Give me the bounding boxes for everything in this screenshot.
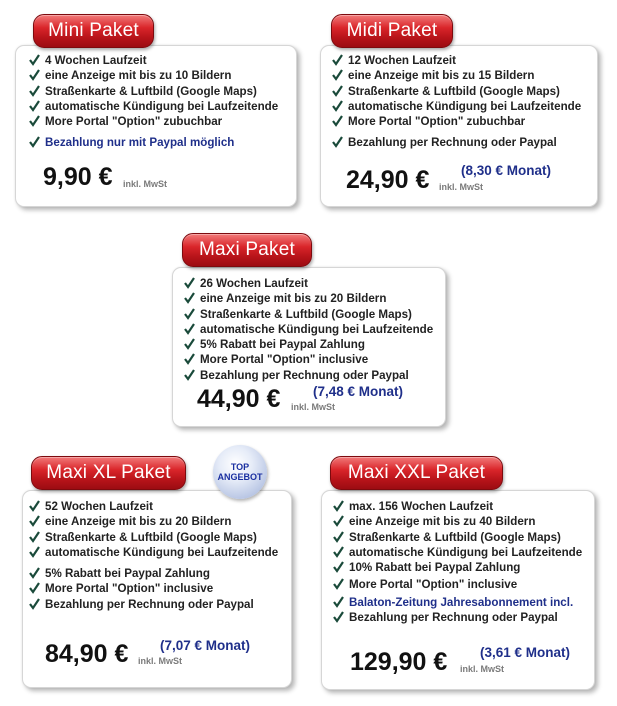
check-icon	[29, 598, 40, 610]
tax-note-mini: inkl. MwSt	[123, 179, 168, 189]
feature-item: Balaton-Zeitung Jahresabonnement incl.	[333, 595, 582, 610]
check-icon	[333, 531, 344, 543]
package-title-midi[interactable]: Midi Paket	[331, 14, 453, 48]
price-mini: 9,90 €	[43, 163, 113, 191]
feature-item: automatische Kündigung bei Laufzeitende	[332, 99, 581, 114]
feature-item: More Portal "Option" zubuchbar	[332, 114, 581, 129]
check-icon	[29, 531, 40, 543]
feature-item: Straßenkarte & Luftbild (Google Maps)	[184, 307, 433, 322]
check-icon	[184, 277, 195, 289]
feature-list-maxi-xl	[29, 499, 278, 612]
check-icon	[333, 515, 344, 527]
monthly-price-maxi: (7,48 € Monat)	[313, 384, 404, 399]
check-icon	[29, 136, 40, 148]
check-icon	[332, 115, 343, 127]
feature-item: automatische Kündigung bei Laufzeitende	[184, 322, 433, 337]
feature-item: 52 Wochen Laufzeit	[29, 499, 278, 514]
feature-item: eine Anzeige mit bis zu 15 Bildern	[332, 68, 581, 83]
check-icon	[29, 69, 40, 81]
feature-list-mini	[29, 53, 278, 151]
feature-item: 4 Wochen Laufzeit	[29, 53, 278, 68]
check-icon	[332, 54, 343, 66]
feature-item: 12 Wochen Laufzeit	[332, 53, 581, 68]
price-maxi-xl: 84,90 €	[45, 640, 129, 668]
tax-note-maxi-xl: inkl. MwSt	[138, 656, 183, 666]
monthly-price-maxi-xxl: (3,61 € Monat)	[480, 645, 571, 660]
check-icon	[29, 54, 40, 66]
check-icon	[184, 308, 195, 320]
check-icon	[184, 353, 195, 365]
tax-note-maxi-xxl: inkl. MwSt	[460, 664, 505, 674]
check-icon	[29, 567, 40, 579]
feature-item: Bezahlung per Rechnung oder Paypal	[332, 135, 581, 150]
feature-item: automatische Kündigung bei Laufzeitende	[29, 99, 278, 114]
top-offer-badge	[213, 445, 267, 499]
feature-item: Bezahlung per Rechnung oder Paypal	[333, 610, 582, 625]
feature-item: eine Anzeige mit bis zu 10 Bildern	[29, 68, 278, 83]
check-icon	[333, 546, 344, 558]
feature-item: More Portal "Option" inclusive	[184, 352, 433, 367]
check-icon	[333, 596, 344, 608]
feature-item: More Portal "Option" inclusive	[333, 577, 582, 592]
check-icon	[184, 338, 195, 350]
feature-item: automatische Kündigung bei Laufzeitende	[29, 545, 278, 560]
badge-line-1: TOP	[230, 462, 250, 472]
check-icon	[29, 582, 40, 594]
feature-item: eine Anzeige mit bis zu 20 Bildern	[184, 291, 433, 306]
check-icon	[332, 85, 343, 97]
feature-item: 5% Rabatt bei Paypal Zahlung	[29, 566, 278, 581]
price-maxi-xxl: 129,90 €	[350, 648, 448, 676]
check-icon	[333, 500, 344, 512]
feature-item: Bezahlung per Rechnung oder Paypal	[29, 597, 278, 612]
feature-item: More Portal "Option" inclusive	[29, 581, 278, 596]
feature-list-maxi	[184, 276, 433, 383]
feature-item: Straßenkarte & Luftbild (Google Maps)	[29, 530, 278, 545]
feature-item: More Portal "Option" zubuchbar	[29, 114, 278, 129]
feature-item: automatische Kündigung bei Laufzeitende	[333, 545, 582, 560]
check-icon	[29, 500, 40, 512]
feature-list-maxi-xxl	[333, 499, 582, 625]
feature-item: Straßenkarte & Luftbild (Google Maps)	[333, 530, 582, 545]
package-title-mini[interactable]: Mini Paket	[33, 14, 154, 48]
feature-item: max. 156 Wochen Laufzeit	[333, 499, 582, 514]
price-midi: 24,90 €	[346, 166, 430, 194]
check-icon	[333, 578, 344, 590]
feature-item: 5% Rabatt bei Paypal Zahlung	[184, 337, 433, 352]
feature-item: 10% Rabatt bei Paypal Zahlung	[333, 560, 582, 575]
check-icon	[29, 100, 40, 112]
feature-item: Bezahlung nur mit Paypal möglich	[29, 135, 278, 150]
feature-item: 26 Wochen Laufzeit	[184, 276, 433, 291]
feature-item: eine Anzeige mit bis zu 20 Bildern	[29, 514, 278, 529]
check-icon	[29, 515, 40, 527]
check-icon	[332, 100, 343, 112]
tax-note-midi: inkl. MwSt	[439, 182, 484, 192]
check-icon	[29, 546, 40, 558]
feature-item: Straßenkarte & Luftbild (Google Maps)	[29, 84, 278, 99]
check-icon	[29, 85, 40, 97]
badge-line-2: ANGEBOT	[217, 472, 263, 482]
feature-list-midi	[332, 53, 581, 151]
check-icon	[333, 561, 344, 573]
package-title-maxi-xl[interactable]: Maxi XL Paket	[31, 456, 186, 490]
feature-item: Straßenkarte & Luftbild (Google Maps)	[332, 84, 581, 99]
check-icon	[184, 292, 195, 304]
check-icon	[332, 136, 343, 148]
check-icon	[184, 369, 195, 381]
package-title-maxi-xxl[interactable]: Maxi XXL Paket	[330, 456, 503, 490]
check-icon	[332, 69, 343, 81]
feature-item: Bezahlung per Rechnung oder Paypal	[184, 368, 433, 383]
monthly-price-midi: (8,30 € Monat)	[461, 163, 552, 178]
monthly-price-maxi-xl: (7,07 € Monat)	[160, 638, 251, 653]
check-icon	[184, 323, 195, 335]
package-title-maxi[interactable]: Maxi Paket	[182, 233, 312, 267]
feature-item: eine Anzeige mit bis zu 40 Bildern	[333, 514, 582, 529]
check-icon	[333, 611, 344, 623]
check-icon	[29, 115, 40, 127]
price-maxi: 44,90 €	[197, 385, 281, 413]
tax-note-maxi: inkl. MwSt	[291, 402, 336, 412]
